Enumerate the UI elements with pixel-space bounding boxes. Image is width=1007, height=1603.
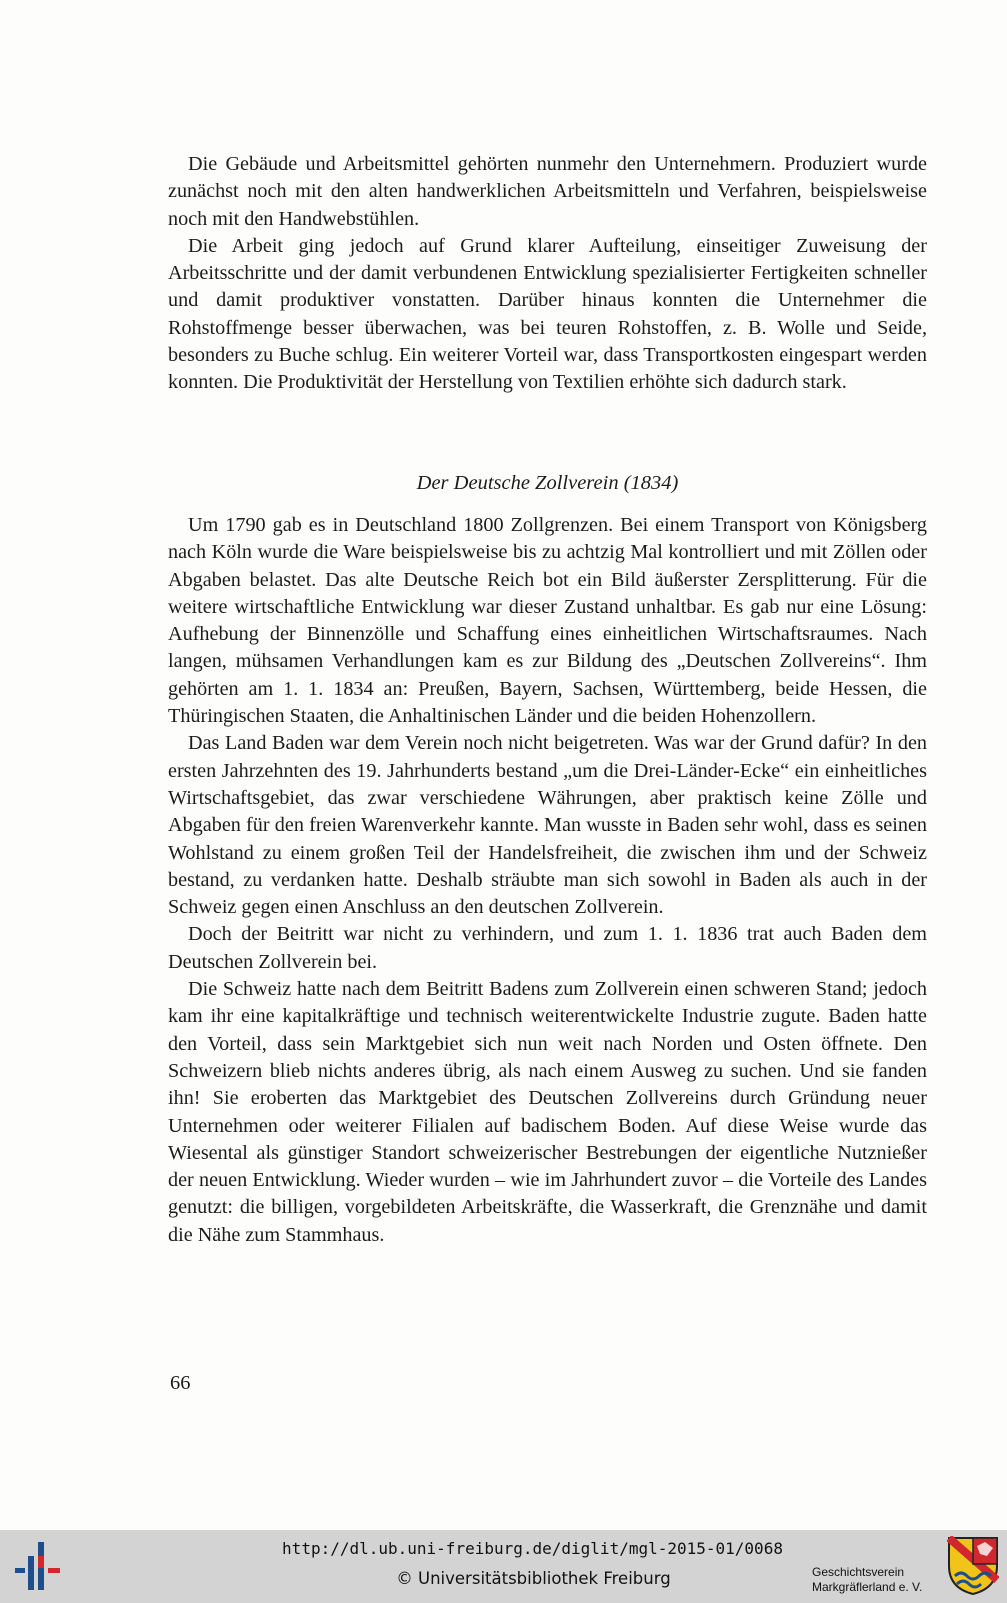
paragraph: Die Schweiz hatte nach dem Beitritt Badens zum Zollverein einen schweren Stand; jedoch kam ihr eine kapitalkräftige und technisch weiterentwickelte Industrie zugute. Baden hatte den Vorteil, dass sein Marktgebiet sich nun weit nach Norden und Osten öffnete. Den Schweizern blieb nichts anderes übrig, als nach einem Ausweg zu suchen. Und sie fanden ihn! Sie eroberten das Marktgebiet des Deutschen Zollvereins durch Gründung neuer Unternehmen oder weiterer Filialen auf badischem Boden. Auf diese Weise wurde das Wiesental als günstiger Standort schweizerischer Bestrebungen der eigentliche Nutznießer der neuen Entwicklung. Wieder wurden – wie im Jahrhundert zuvor – die Vorteile des Landes genutzt: die billigen, vorgebildeten Arbeitskräfte, die Wasserkraft, die Grenznähe und damit die Nähe zum Stammhaus. xyxy=(168,978,927,1246)
markgraeflerland-coat-of-arms-icon[interactable] xyxy=(947,1536,999,1596)
society-line-1: Geschichtsverein xyxy=(812,1565,905,1579)
paragraph: Um 1790 gab es in Deutschland 1800 Zollgrenzen. Bei einem Transport von Königsberg nach Köln wurde die Ware beispielsweise bis zu achtzig Mal kontrolliert und mit Zöllen oder Abgaben belastet. Das alte Deutsche Reich bot ein Bild äußerster Zersplitterung. Für die weitere wirtschaftliche Entwicklung war dieser Zustand unhaltbar. Es gab nur eine Lösung: Aufhebung der Binnenzölle und Schaffung eines einheitlichen Wirtschaftsraumes. Nach langen, mühsamen Verhandlungen kam es zur Bildung des „Deutschen Zollvereins“. Ihm gehörten am 1. 1. 1834 an: Preußen, Bayern, Sachsen, Württemberg, beide Hessen, die Thüringischen Staaten, die Anhaltinischen Länder und die beiden Hohenzollern. xyxy=(168,514,927,728)
text-block-zollverein xyxy=(168,512,927,1249)
paragraph: Die Arbeit ging jedoch auf Grund klarer Aufteilung, einseitiger Zuweisung der Arbeitsschritte und der damit verbundenen Entwicklung spezialisierter Fertigkeiten schneller und damit produktiver vonstatten. Darüber hinaus konnten die Unternehmer die Rohstoffmenge besser überwachen, was bei teuren Rohstoffen, z. B. Wolle und Seide, besonders zu Buche schlug. Ein weiterer Vorteil war, dass Transportkosten eingespart werden konnten. Die Produktivität der Herstellung von Textilien erhöhte sich dadurch stark. xyxy=(168,234,927,394)
text-block-industrialisation xyxy=(168,151,927,397)
section-heading: Der Deutsche Zollverein (1834) xyxy=(416,472,679,494)
paragraph: Doch der Beitritt war nicht zu verhindern, und zum 1. 1. 1836 trat auch Baden dem Deutschen Zollverein bei. xyxy=(168,923,927,973)
society-line-2: Markgräflerland e. V. xyxy=(812,1580,923,1594)
document-url-link[interactable]: http://dl.ub.uni-freiburg.de/diglit/mgl-2015-01/0068 xyxy=(282,1539,783,1558)
paragraph: Das Land Baden war dem Verein noch nicht beigetreten. Was war der Grund dafür? In den ersten Jahrzehnten des 19. Jahrhunderts bestand „um die Drei-Länder-Ecke“ ein einheitliches Wirtschaftsgebiet, das zwar verschiedene Währungen, aber praktisch keine Zölle und Abgaben für den freien Warenverkehr kannte. Man wusste in Baden sehr wohl, dass es seinen Wohlstand zu einem großen Teil der Handelsfreiheit, die zwischen ihm und der Schweiz bestand, zu verdanken hatte. Deshalb sträubte man sich sowohl in Baden als auch in der Schweiz gegen einen Anschluss an den deutschen Zollverein. xyxy=(168,732,927,919)
society-name xyxy=(812,1565,922,1595)
page-number: 66 xyxy=(170,1372,191,1394)
viewer-footer xyxy=(0,1530,1007,1603)
copyright-text: © Universitätsbibliothek Freiburg xyxy=(396,1569,671,1588)
paragraph: Die Gebäude und Arbeitsmittel gehörten nunmehr den Unternehmern. Produziert wurde zunächst noch mit den alten handwerklichen Arbeitsmitteln und Verfahren, beispielsweise noch mit den Handwebstühlen. xyxy=(168,153,927,230)
